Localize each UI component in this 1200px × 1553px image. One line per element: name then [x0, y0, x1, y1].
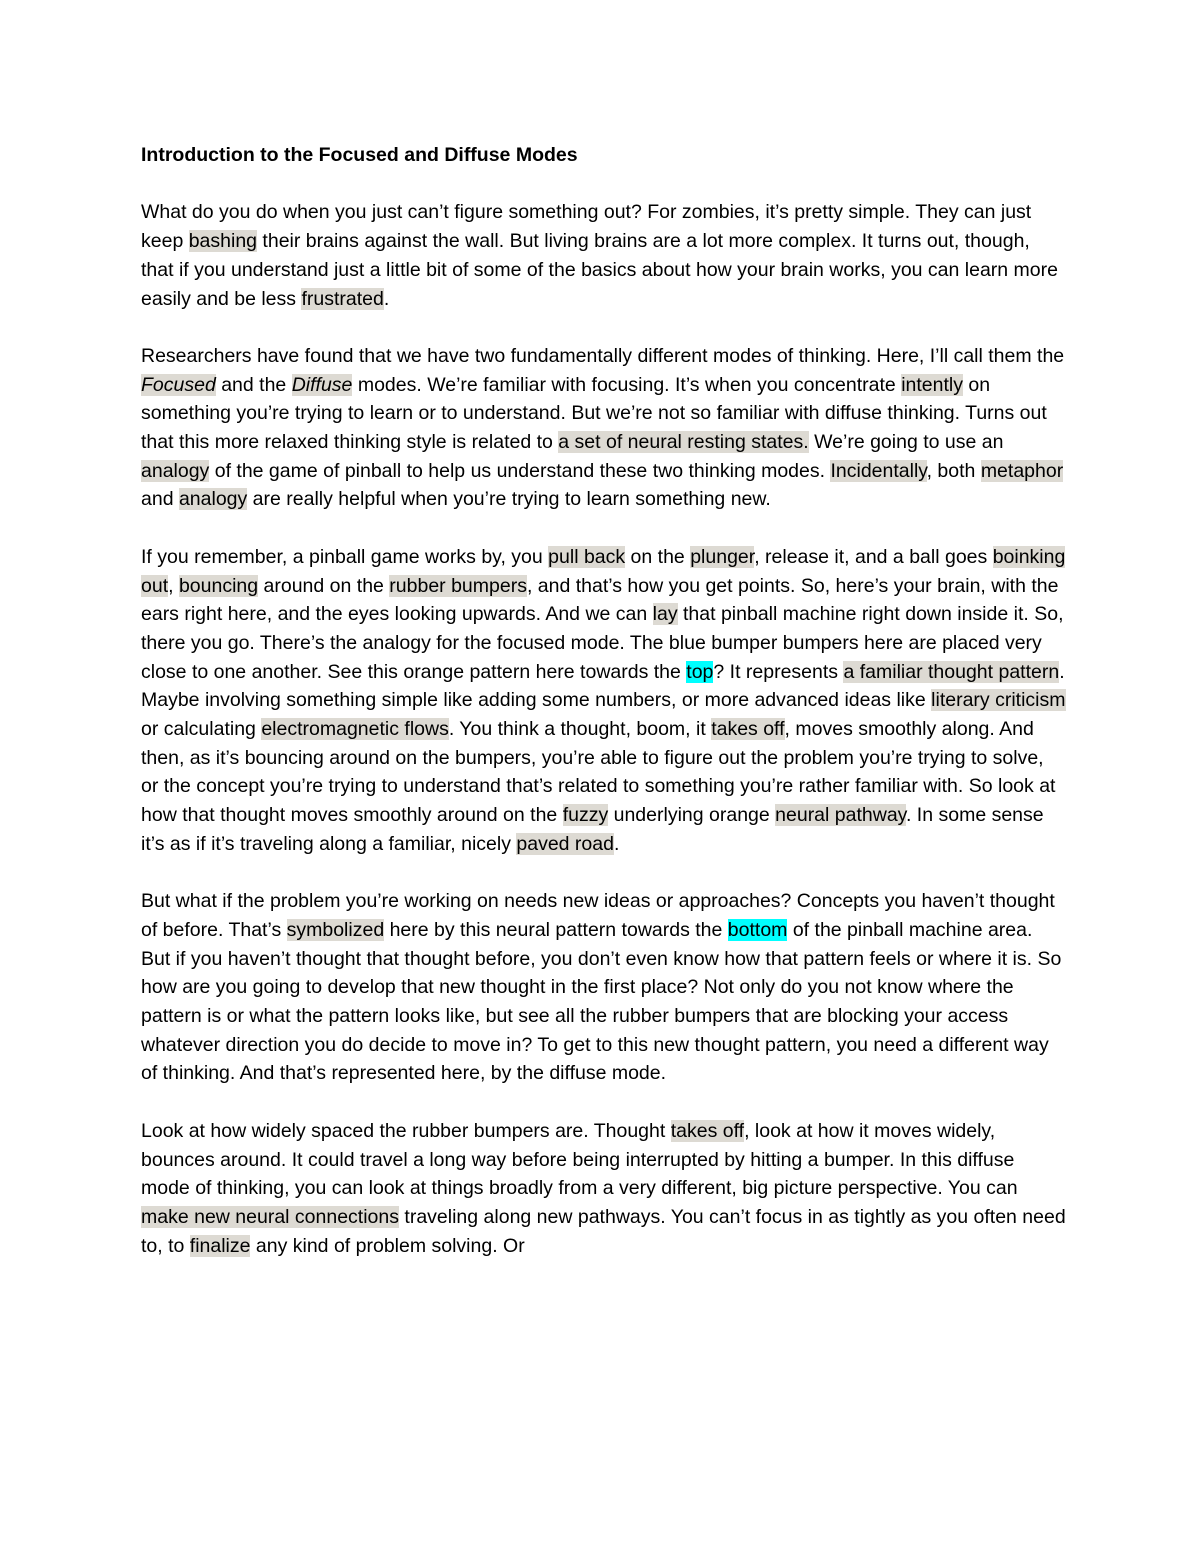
text-run: on something you’re trying to learn or to understand. But we’re not so familiar with diffuse thinking. Turns out that this more relaxed thinking style is related to	[141, 373, 1047, 453]
highlighted-text: Diffuse	[291, 373, 353, 396]
text-run: or calculating	[141, 718, 262, 741]
highlighted-text: takes off	[670, 1119, 745, 1142]
text-run: , and that’s how you get points. So, here’s your brain, with the ears right here, and the eyes looking upwards. And we can	[141, 574, 1059, 626]
highlighted-text: takes off	[711, 718, 785, 741]
text-run: of the pinball machine area. But if you haven’t thought that thought before, you don’t even know how that pattern feels or where it is. So how are you going to develop that new thought in the first place? Not only do you not know where the pattern is or what the pattern looks like, but see all the rubber bumpers that are blocking your access whatever direction you do decide to move in? To get to this new thought pattern, you need a different way of thinking. And that’s represented here, by the diffuse mode.	[141, 918, 1062, 1085]
highlighted-text: fuzzy	[562, 804, 609, 827]
text-run: , moves smoothly along. And then, as it’s bouncing around on the bumpers, you’re able to figure out the problem you’re trying to solve, or the concept you’re trying to understand that’s related to something you’re rather familiar with. So look at how that thought moves smoothly around on the	[141, 718, 1056, 827]
highlighted-text: Incidentally	[830, 459, 927, 482]
paragraph	[141, 543, 1066, 859]
text-run: If you remember, a pinball game works by, you	[141, 545, 549, 568]
text-run: of the game of pinball to help us understand these two thinking modes.	[209, 459, 831, 482]
highlighted-text: boinking out	[141, 545, 1066, 597]
text-run: . You think a thought, boom, it	[448, 718, 712, 741]
document-page	[141, 141, 1066, 1289]
highlighted-text: bashing	[188, 230, 258, 253]
highlighted-text: a familiar thought pattern	[843, 660, 1060, 683]
highlighted-text-cyan: top	[686, 660, 714, 683]
text-run: , release it, and a ball goes	[754, 545, 993, 568]
text-run: , look at how it moves widely, bounces around. It could travel a long way before being interrupted by hitting a bumper. In this diffuse mode of thinking, you can look at things broadly from a very different, big picture perspective. You can	[141, 1119, 1018, 1200]
text-run: their brains against the wall. But living brains are a lot more complex. It turns out, though, that if you understand just a little bit of some of the basics about how your brain works, you can learn more easily and be less	[141, 230, 1058, 310]
text-run: on the	[625, 545, 691, 568]
text-run: modes. We’re familiar with focusing. It’s when you concentrate	[352, 373, 902, 396]
text-run: underlying orange	[608, 804, 776, 827]
highlighted-text: make new neural connections	[141, 1205, 399, 1228]
highlighted-text: frustrated	[301, 287, 384, 310]
paragraph	[141, 1117, 1066, 1261]
text-run: We’re going to use an	[808, 431, 1004, 453]
highlighted-text: finalize	[189, 1234, 251, 1257]
text-run: ? It represents	[713, 660, 844, 683]
text-run: But what if the problem you’re working on needs new ideas or approaches? Concepts you haven’t thought of before. That’s	[141, 890, 1055, 941]
paragraph	[141, 198, 1066, 313]
text-run: here by this neural pattern towards the	[384, 918, 728, 941]
text-run: . In some sense it’s as if it’s traveling along a familiar, nicely	[141, 804, 1044, 855]
highlighted-text: intently	[901, 373, 963, 396]
document-body	[141, 198, 1066, 1260]
highlighted-text: analogy	[141, 459, 210, 482]
highlighted-text: metaphor	[980, 459, 1064, 482]
highlighted-text: analogy	[178, 488, 248, 511]
text-run: What do you do when you just can’t figure something out? For zombies, it’s pretty simple. They can just keep	[141, 201, 1032, 253]
text-run: . Maybe involving something simple like adding some numbers, or more advanced ideas like	[141, 660, 1065, 712]
highlighted-text: bouncing	[178, 574, 259, 597]
highlighted-text: plunger	[690, 545, 755, 568]
text-run: and	[141, 488, 179, 511]
highlighted-text: a set of neural resting states.	[558, 431, 809, 453]
text-run: Researchers have found that we have two fundamentally different modes of thinking. Here, I’ll call them the	[141, 344, 1065, 367]
document-title: Introduction to the Focused and Diffuse Modes	[141, 144, 578, 166]
text-run: ,	[168, 574, 179, 597]
highlighted-text: symbolized	[286, 918, 385, 941]
highlighted-text: literary criticism	[931, 689, 1066, 712]
highlighted-text: lay	[652, 603, 678, 626]
text-run: around on the	[258, 574, 390, 597]
text-run: traveling along new pathways. You can’t focus in as tightly as you often need to, to	[141, 1205, 1066, 1257]
highlighted-text-cyan: bottom	[727, 918, 788, 941]
text-run: that pinball machine right down inside it. So, there you go. There’s the analogy for the focused mode. The blue bumper bumpers here are placed very close to one another. See this orange pattern here towards the	[141, 603, 1064, 683]
text-run: are really helpful when you’re trying to learn something new.	[247, 488, 771, 511]
highlighted-text: paved road	[516, 832, 614, 855]
highlighted-text: electromagnetic flows	[261, 718, 449, 741]
text-run: .	[383, 287, 390, 310]
highlighted-text: Focused	[141, 373, 216, 396]
text-run: .	[613, 832, 620, 855]
highlighted-text: neural pathway	[775, 804, 906, 827]
highlighted-text: pull back	[548, 545, 626, 568]
highlighted-text: rubber bumpers	[389, 574, 527, 597]
text-run: and the	[215, 373, 292, 396]
paragraph	[141, 887, 1066, 1088]
text-run: , both	[926, 459, 981, 482]
text-run: Look at how widely spaced the rubber bumpers are. Thought	[141, 1119, 671, 1142]
paragraph	[141, 342, 1066, 514]
text-run: any kind of problem solving. Or	[250, 1234, 525, 1257]
